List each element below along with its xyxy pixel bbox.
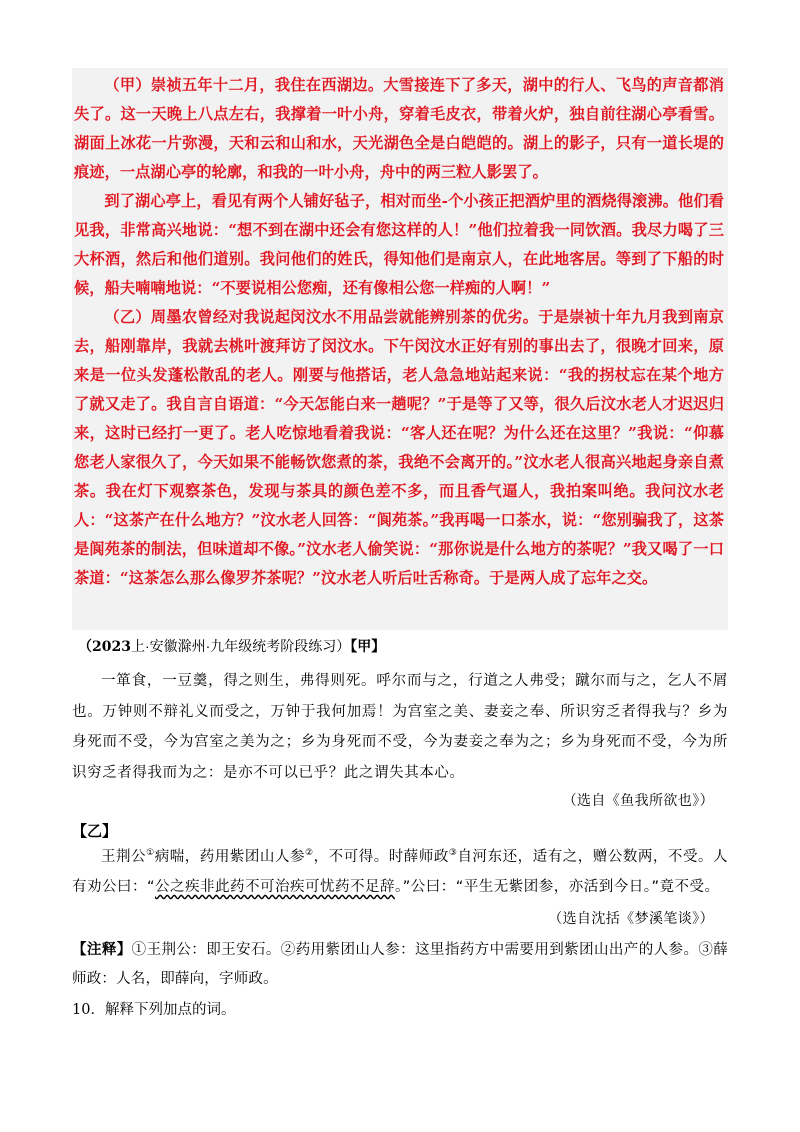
translation-paragraph-yi: （乙）周墨农曾经对我说起闵汶水不用品尝就能辨别茶的优劣。于是崇祯十年九月我到南京去，船刚靠岸，我就去桃叶渡拜访了闵汶水。下午闵汶水正好有别的事出去了，很晚才回来，原来是一位头发蓬松散乱的老人。刚要与他搭话，老人急急地站起来说：“我的拐杖忘在某个地方了就又走了。我自言自语道：“今天怎能白来一趟呢？”于是等了又等，很久后汶水老人才迟迟归来，这时已经打一更了。老人吃惊地看着我说：“客人还在呢？为什么还在这里？”我说：“仰慕您老人家很久了，今天如果不能畅饮您煮的茶，我绝不会离开的。”汶水老人很高兴地起身亲自煮茶。我在灯下观察茶色，发现与茶具的颜色差不多，而且香气逼人，我拍案叫绝。我问汶水老人：“这茶产在什么地方？”汶水老人回答：“阆苑茶。”我再喝一口茶水，说：“您别骗我了，这茶是阆苑茶的制法，但味道却不像。”汶水老人偷笑说：“那你说是什么地方的茶呢？”我又喝了一口茶道：“这茶怎么那么像罗芥茶呢？”汶水老人听后吐舌称奇。于是两人成了忘年之交。 — [74, 308, 724, 587]
exam-source-prefix: （2023 — [78, 639, 131, 655]
citation-jia: （选自《鱼我所欲也》） — [562, 793, 714, 809]
annotations-text: ①王荆公：即王安石。②药用紫团山人参：这里指药方中需要用到紫团山出产的人参。③薛师政：人名，即薛向，字师政。 — [72, 942, 728, 987]
translation-paragraph-jia-2: 到了湖心亭上，看见有两个人铺好毡子，相对而坐-个小孩正把酒炉里的酒烧得滚沸。他们看见我，非常高兴地说：“想不到在湖中还会有您这样的人！”他们拉着我一同饮酒。我尽力喝了三大杯酒，然后和他们道别。我问他们的姓氏，得知他们是南京人，在此地客居。等到了下船的时候，船夫喃喃地说：“不要说相公您痴，还有像相公您一样痴的人啊！” — [74, 192, 724, 297]
exam-source-line — [78, 636, 385, 656]
annotations-label: 【注释】 — [72, 941, 132, 958]
annotations — [72, 935, 728, 994]
passage-yi-part: 自河东还，适有之，赠公数两，不受。人有劝公曰：“ — [72, 849, 729, 895]
underlined-sentence: 公之疾非此药不可治疾可忧药不足辞 — [155, 879, 396, 895]
translation-block — [72, 68, 728, 630]
passage-yi-text — [72, 842, 728, 902]
passage-yi-part: ，不可得。时薛师政 — [313, 849, 449, 865]
exam-source-detail: 上·安徽滁州·九年级统考阶段练习） — [130, 638, 351, 654]
passage-yi-part: 。”公曰：“平生无紫团参，亦活到今日。”竟不受。 — [395, 879, 720, 895]
citation-yi: （选自沈括《梦溪笔谈》） — [548, 911, 714, 927]
section-label-jia: 【甲】 — [350, 639, 386, 655]
footnote-marker-3: ③ — [448, 848, 458, 859]
passage-yi-part: 王荆公 — [101, 849, 147, 865]
footnote-marker-2: ② — [305, 848, 314, 859]
section-label-yi: 【乙】 — [72, 822, 118, 840]
footnote-marker-1: ① — [146, 848, 155, 859]
translation-paragraph-jia-1: （甲）崇祯五年十二月，我住在西湖边。大雪接连下了多天，湖中的行人、飞鸟的声音都消失了。这一天晚上八点左右，我撑着一叶小舟，穿着毛皮衣，带着火炉，独自前往湖心亭看雪。湖面上冰花一片弥漫，天和云和山和水，天光湖色全是白皑皑的。湖上的影子，只有一道长堤的痕迹，一点湖心亭的轮廓，和我的一叶小舟，舟中的两三粒人影罢了。 — [74, 76, 724, 181]
passage-jia-text: 一箪食，一豆羹，得之则生，弗得则死。呼尔而与之，行道之人弗受；蹴尔而与之，乞人不屑也。万钟则不辩礼义而受之，万钟于我何加焉！为宫室之美、妻妾之奉、所识穷乏者得我与？乡为身死而不受，今为宫室之美为之；乡为身死而不受，今为妻妾之奉为之；乡为身死而不受，今为所识穷乏者得我而为之：是亦不可以已乎？此之谓失其本心。 — [72, 673, 728, 781]
passage-yi-part: 病喘，药用紫团山人参 — [154, 849, 306, 865]
question-10: 10．解释下列加点的词。 — [72, 1002, 236, 1018]
